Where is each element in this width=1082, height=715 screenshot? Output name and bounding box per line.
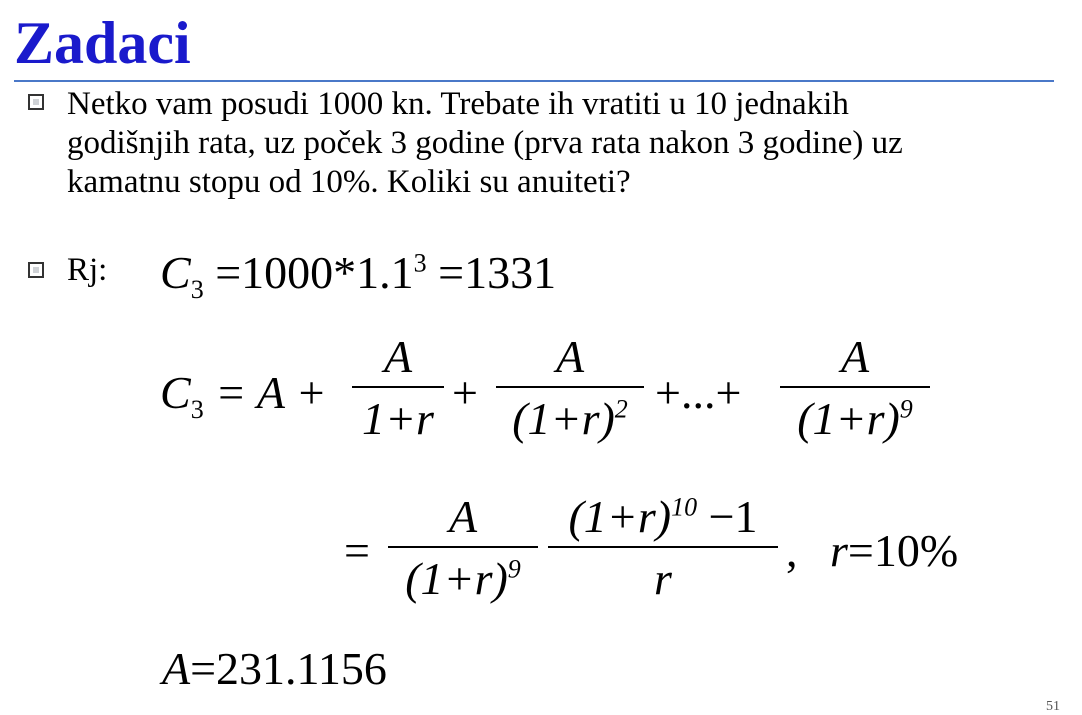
page-number: 51 (1046, 699, 1060, 714)
eq2-f3-den: (1+r) (797, 393, 900, 444)
eq1-rhs-b: =1331 (438, 247, 557, 298)
eq3-f2-den: r (654, 553, 672, 604)
eq3-f2-num: (1+r) (568, 491, 672, 542)
eq3-f1-den-sup: 9 (507, 554, 521, 584)
eq2-fraction-3 (780, 331, 930, 444)
problem-text (67, 85, 1077, 202)
eq1-rhs-sup: 3 (413, 248, 427, 278)
eq2-f3-den-sup: 9 (899, 394, 913, 424)
eq3-f2-num-sup: 10 (671, 492, 698, 522)
solution-label: Rj: (67, 252, 108, 288)
eq2-lhs-sub: 3 (190, 395, 204, 425)
eq3-equals: = (344, 525, 370, 576)
eq3-rate-val: =10% (847, 525, 959, 576)
eq2-f1-num: A (383, 331, 413, 382)
bullet-square-icon (28, 262, 44, 278)
eq2-lhs: C (160, 367, 191, 418)
eq1-lhs-sub: 3 (190, 275, 204, 305)
eq3-fraction-2 (548, 491, 778, 604)
eq3-f1-den: (1+r) (405, 553, 508, 604)
eq2-f2-den: (1+r) (512, 393, 615, 444)
eq3-fraction-1 (388, 491, 538, 604)
eq2-f2-num: A (555, 331, 585, 382)
eq3-rate (830, 525, 959, 576)
problem-line: godišnjih rata, uz poček 3 godine (prva rata nakon 3 godine) uz (67, 125, 903, 161)
eq3-f1-num: A (448, 491, 478, 542)
eq1-rhs-a: =1000*1.1 (215, 247, 414, 298)
eq2-plus: + (452, 367, 478, 418)
eq2-lhs-block (160, 367, 327, 425)
eq2-fraction-1 (352, 331, 444, 444)
eq2-f2-den-sup: 2 (614, 394, 628, 424)
eq2-f3-num: A (840, 331, 870, 382)
eq3-f2-num-tail: −1 (708, 491, 758, 542)
eq3-rate-var: r (830, 525, 848, 576)
eq4-rhs: =231.1156 (190, 643, 387, 694)
bullet-square-icon (28, 94, 44, 110)
equation-annuity-result (162, 643, 387, 694)
eq3-comma: , (786, 525, 798, 576)
title-underline (14, 80, 1054, 82)
eq4-lhs: A (162, 643, 191, 694)
eq2-f1-den: 1+r (362, 393, 434, 444)
equation-c3-value (160, 247, 557, 305)
slide-title: Zadaci (14, 10, 191, 76)
eq1-lhs: C (160, 247, 191, 298)
eq2-fraction-2 (496, 331, 644, 444)
eq2-start: = A + (215, 367, 327, 418)
problem-line: Netko vam posudi 1000 kn. Trebate ih vratiti u 10 jednakih (67, 86, 849, 122)
problem-line: kamatnu stopu od 10%. Koliki su anuiteti? (67, 164, 631, 200)
eq2-dots: +...+ (655, 367, 742, 418)
